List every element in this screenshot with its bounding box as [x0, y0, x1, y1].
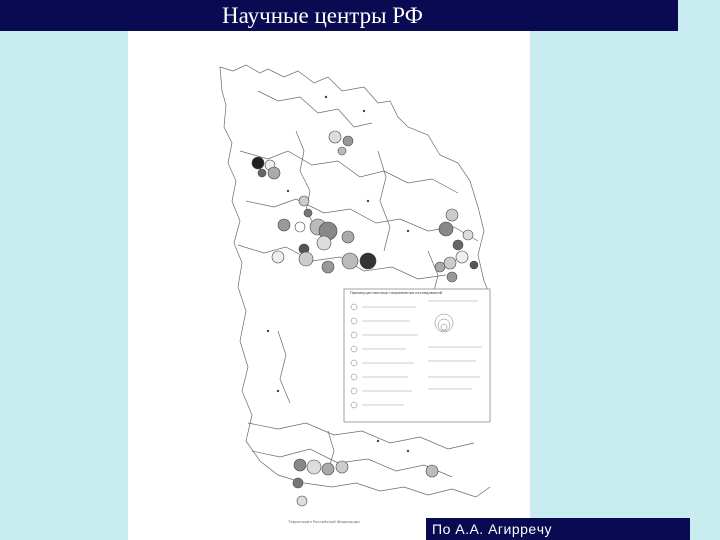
science-centre-symbol — [329, 131, 341, 143]
science-centre-symbol — [268, 167, 280, 179]
map-sheet — [128, 31, 530, 540]
science-centre-symbol — [463, 230, 473, 240]
science-centre-symbol — [360, 253, 376, 269]
science-centre-symbol — [439, 222, 453, 236]
science-centre-symbol — [435, 262, 445, 272]
science-centre-symbol — [322, 261, 334, 273]
city-dot — [287, 190, 289, 192]
city-dot — [325, 96, 327, 98]
map-drawing — [128, 31, 530, 540]
science-centre-symbol — [297, 496, 307, 506]
region-line — [252, 449, 452, 477]
legend-box — [344, 289, 490, 422]
city-dot — [267, 330, 269, 332]
boundary-line — [220, 67, 490, 497]
science-centre-symbol — [278, 219, 290, 231]
science-centre-symbol — [453, 240, 463, 250]
city-dot — [363, 110, 365, 112]
river-line — [378, 151, 390, 251]
science-centre-symbol — [336, 461, 348, 473]
science-centre-symbol — [307, 460, 321, 474]
science-centre-symbol — [304, 209, 312, 217]
map-footer-caption: Территория Российской Федерации — [288, 519, 360, 524]
science-centre-symbol — [317, 236, 331, 250]
science-centre-symbol — [470, 261, 478, 269]
science-centre-symbol — [294, 459, 306, 471]
science-centre-symbol — [426, 465, 438, 477]
science-centre-symbol — [338, 147, 346, 155]
city-dot — [377, 440, 379, 442]
science-centre-symbol — [293, 478, 303, 488]
science-centre-symbol — [446, 209, 458, 221]
science-centre-symbol — [447, 272, 457, 282]
science-centre-symbol — [272, 251, 284, 263]
science-centre-symbol — [456, 251, 468, 263]
river-line — [278, 331, 290, 403]
legend-title: Преимущественные направления исследований — [350, 291, 443, 295]
title-bar — [0, 0, 678, 31]
science-centre-symbol — [342, 231, 354, 243]
science-centre-symbol — [342, 253, 358, 269]
city-dot — [277, 390, 279, 392]
science-centre-symbol — [299, 196, 309, 206]
credit-text: По А.А. Агиррeчу — [432, 521, 552, 537]
slide-title: Научные центры РФ — [222, 3, 423, 28]
region-line — [258, 91, 372, 127]
science-centre-symbol — [295, 222, 305, 232]
science-centre-symbol — [322, 463, 334, 475]
city-dot — [407, 450, 409, 452]
region-line — [248, 423, 474, 449]
credit-bar — [426, 518, 690, 540]
city-dot — [367, 200, 369, 202]
science-centre-symbol — [444, 257, 456, 269]
science-centre-symbol — [258, 169, 266, 177]
science-centre-symbol — [252, 157, 264, 169]
city-dot — [407, 230, 409, 232]
science-centre-symbol — [299, 252, 313, 266]
science-centre-symbol — [343, 136, 353, 146]
